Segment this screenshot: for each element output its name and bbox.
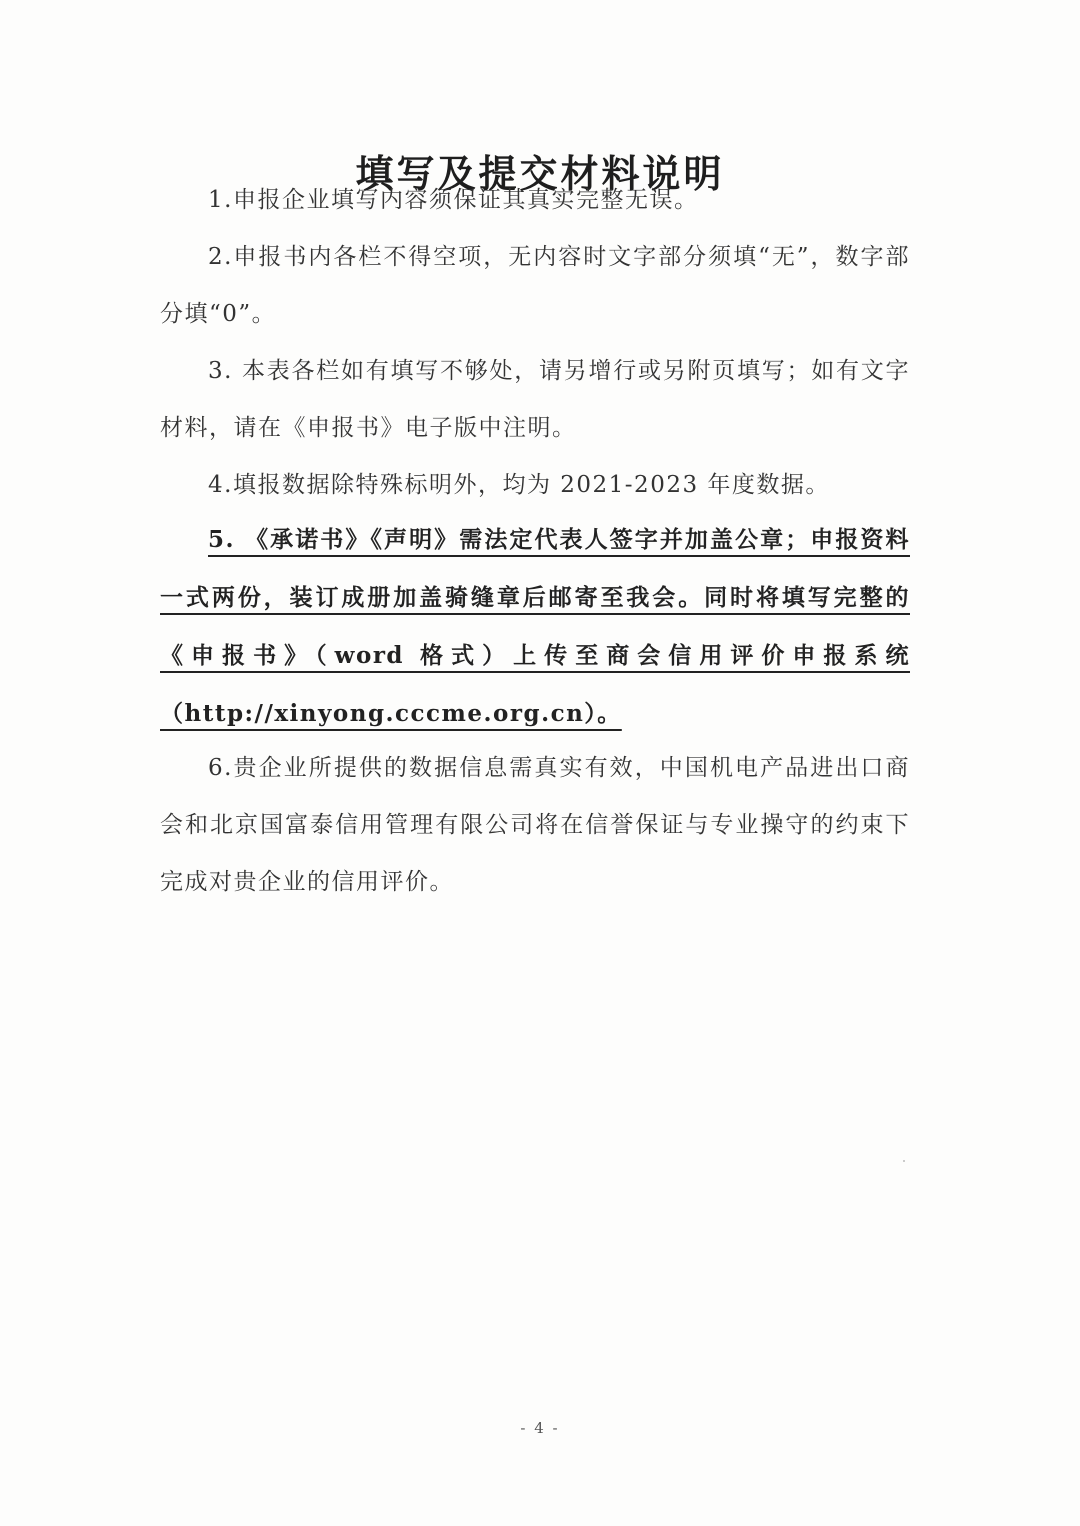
instruction-item-5-highlighted — [160, 511, 910, 743]
instruction-item-4-text: 4.填报数据除特殊标明外，均为 2021-2023 年度数据。 — [208, 472, 830, 498]
instruction-item-2 — [160, 229, 910, 343]
instruction-item-2-text: 2.申报书内各栏不得空项，无内容时文字部分须填“无”，数字部分填“0”。 — [160, 244, 910, 327]
instruction-item-5-text: 5. 《承诺书》《声明》需法定代表人签字并加盖公章；申报资料一式两份，装订成册加盖骑缝章后邮寄至我会。同时将填写完整的《申报书》（word 格式）上传至商会信用评价申报系统（http://xinyong.cccme.org.cn）。 — [160, 526, 910, 727]
instruction-item-6-text: 6.贵企业所提供的数据信息需真实有效，中国机电产品进出口商会和北京国富泰信用管理有限公司将在信誉保证与专业操守的约束下完成对贵企业的信用评价。 — [160, 755, 910, 895]
document-title: 填写及提交材料说明 — [355, 152, 725, 197]
page-number: - 4 - — [520, 1419, 560, 1437]
instruction-item-3-text: 3. 本表各栏如有填写不够处，请另增行或另附页填写；如有文字材料，请在《申报书》电子版中注明。 — [160, 358, 910, 441]
instruction-item-6 — [160, 740, 910, 911]
instruction-item-1-text: 1.申报企业填写内容须保证其真实完整无误。 — [208, 187, 699, 213]
instruction-item-3 — [160, 343, 910, 457]
instruction-item-1 — [160, 172, 910, 229]
instruction-item-4 — [160, 457, 910, 514]
scan-speck — [903, 1160, 905, 1162]
